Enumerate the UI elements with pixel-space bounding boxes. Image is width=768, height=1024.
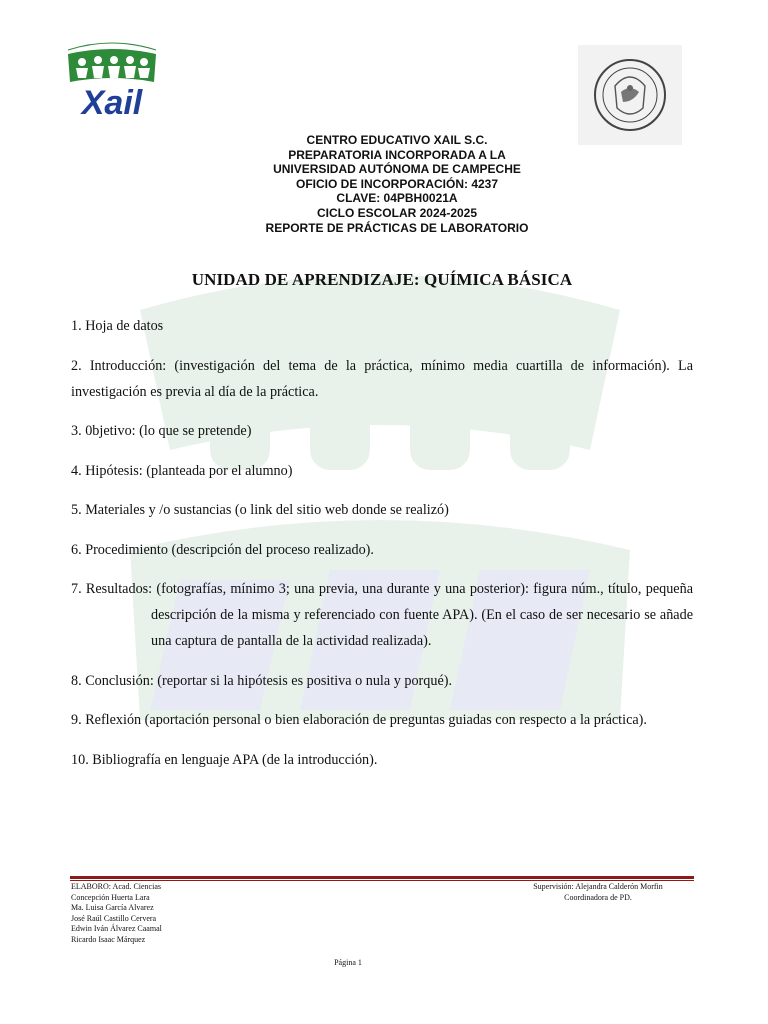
list-item: 7. Resultados: (fotografías, mínimo 3; una previa, una durante y una posterior): figura núm., título, pequeña descripción de la misma y referenciado con fuente APA). (En el caso de ser necesario se añade una captura de pantalla de la actividad realizada).	[71, 581, 693, 649]
header-line: OFICIO DE INCORPORACIÓN: 4237	[295, 176, 499, 191]
university-seal-icon	[593, 58, 667, 132]
footer-line: Ma. Luisa García Alvarez	[71, 903, 154, 913]
footer-divider	[70, 876, 694, 879]
list-item: 10. Bibliografía en lenguaje APA (de la introducción).	[71, 751, 378, 768]
footer-line: ELABORO: Acad. Ciencias	[71, 882, 161, 891]
header-line: CICLO ESCOLAR 2024-2025	[316, 205, 478, 220]
unit-title: UNIDAD DE APRENDIZAJE: QUÍMICA BÁSICA	[191, 270, 573, 289]
header-line: REPORTE DE PRÁCTICAS DE LABORATORIO	[265, 220, 529, 235]
footer-authors	[71, 882, 162, 946]
header-line: CENTRO EDUCATIVO XAIL S.C.	[306, 133, 488, 147]
footer-line: Supervisión: Alejandra Calderón Morfin	[533, 882, 663, 891]
list-item: 8. Conclusión: (reportar si la hipótesis es positiva o nula y porqué).	[71, 672, 453, 689]
footer-line: Edwin Iván Álvarez Caamal	[71, 924, 162, 934]
list-item: 9. Reflexión (aportación personal o bien elaboración de preguntas guiadas con respecto a la práctica).	[71, 712, 647, 728]
list-item: 3. 0bjetivo: (lo que se pretende)	[71, 423, 252, 439]
header-line: CLAVE: 04PBH0021A	[336, 191, 458, 206]
list-item: 4. Hipótesis: (planteada por el alumno)	[71, 462, 293, 479]
list-item: 2. Introducción: (investigación del tema de la práctica, mínimo media cuartilla de información). La investigación es previa al día de la práctica.	[71, 357, 693, 400]
footer-line: Coordinadora de PD.	[564, 892, 632, 902]
footer-supervision	[510, 882, 686, 903]
institution-header	[200, 133, 594, 235]
footer-line: Ricardo Isaac Márquez	[71, 934, 146, 944]
footer-line: José Raúl Castillo Cervera	[71, 913, 157, 923]
footer-line: Concepción Huerta Lara	[71, 892, 150, 902]
page-number: Página 1	[334, 958, 362, 967]
uac-seal	[578, 45, 682, 145]
header-line: UNIVERSIDAD AUTÓNOMA DE CAMPECHE	[273, 162, 521, 177]
footer-divider-thin	[70, 880, 694, 881]
xail-logo	[64, 38, 160, 122]
list-item: 6. Procedimiento (descripción del proceso realizado).	[71, 541, 374, 558]
svg-text:Xail: Xail	[81, 84, 143, 122]
list-item: 5. Materiales y /o sustancias (o link del sitio web donde se realizó)	[71, 502, 449, 518]
xail-logo-icon	[64, 38, 160, 122]
list-item: 1. Hoja de datos	[71, 318, 164, 334]
header-line: PREPARATORIA INCORPORADA A LA	[288, 147, 506, 162]
report-requirements-list	[71, 313, 693, 786]
